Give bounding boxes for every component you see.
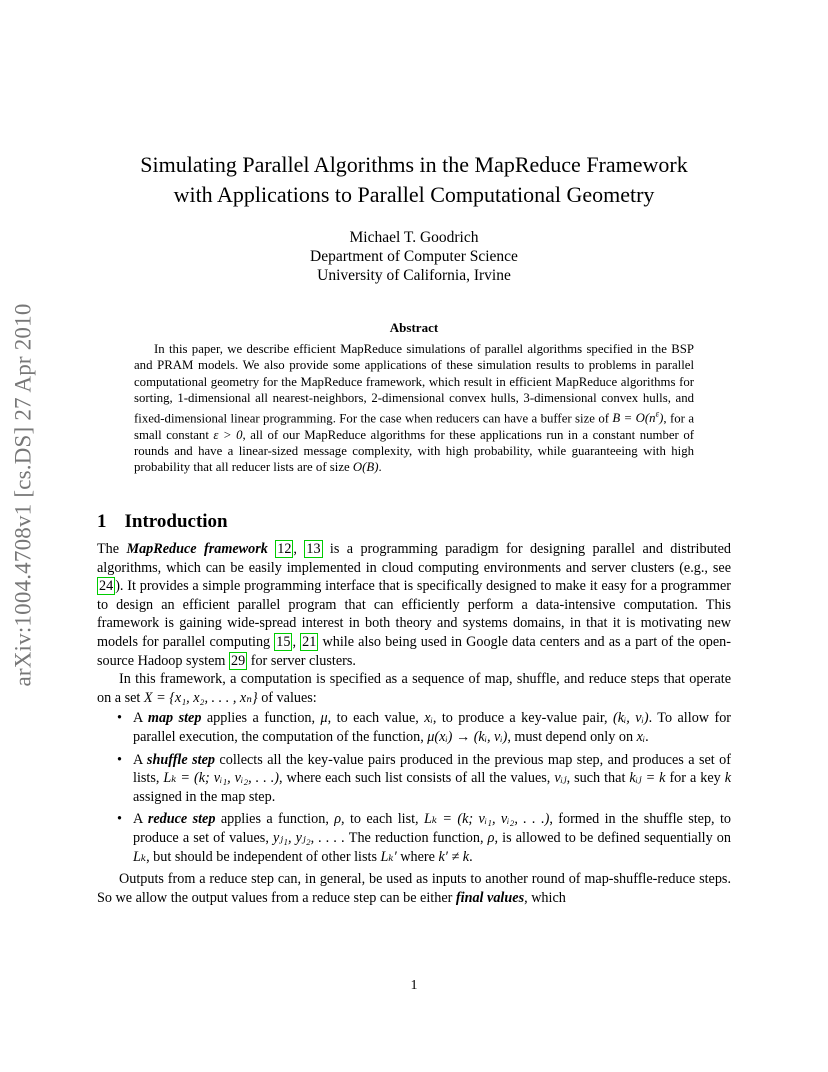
author-name: Michael T. Goodrich (349, 229, 479, 246)
author-university: University of California, Irvine (317, 267, 511, 284)
math-epsilon: ε > 0 (213, 427, 243, 442)
abstract-heading: Abstract (389, 320, 439, 335)
term-reduce-step: reduce step (147, 811, 216, 828)
citation-link[interactable]: 24 (99, 578, 114, 595)
citation-link[interactable]: 29 (231, 652, 246, 669)
citation-link[interactable]: 12 (277, 541, 292, 557)
term-mapreduce-framework: MapReduce framework (126, 541, 268, 557)
intro-paragraph-1: The MapReduce framework 12 , 13 is a programming paradigm for designing parallel and distributed algorithms, which can be easily implemented in cloud computing environments and server clusters (e.g., see 24 ). It provides a simple programming interface that is specifically designed to make it easy for a programmer to design an efficient parallel program that can efficiently perform a data-intensive computation. This framework is gaining wide-spread interest in both theory and systems domains, in that it is motivating new models for parallel computing 15 , 21 while also being used in Google data centers and as a part of the open-source Hadoop system 29 for server clusters. (97, 541, 732, 669)
list-item-reduce-step: • A reduce step applies a function, ρ, to each list, Lₖ = (k; vᵢ₁, vᵢ₂, . . .), formed in the shuffle step, to produce a set of values, yⱼ₁, yⱼ₂, . . . . The reduction function, ρ, is allowed to be defined sequentially on Lₖ, but should be independent of other lists Lₖ′ where k′ ≠ k. (133, 810, 731, 866)
arxiv-identifier: arXiv:1004.4708v1 [cs.DS] 27 Apr 2010 (11, 303, 37, 687)
title-line-2: with Applications to Parallel Computational Geometry (173, 182, 655, 207)
math-set-x: X = {x₁, x₂, . . . , xₙ} (143, 689, 258, 706)
citation-link[interactable]: 15 (276, 633, 291, 650)
citation-link[interactable]: 21 (302, 633, 317, 650)
author-block (200, 228, 628, 285)
title-line-1: Simulating Parallel Algorithms in the MapReduce Framework (140, 152, 688, 177)
math-buffer-size: $B = O(n^\varepsilon)$ (612, 409, 664, 426)
term-final-values: final values (455, 889, 525, 906)
term-shuffle-step: shuffle step (146, 751, 215, 768)
section-title: Introduction (124, 511, 228, 532)
math-ob: O(B) (352, 460, 379, 475)
abstract-body (134, 341, 694, 476)
abstract-text: , for a small constant (134, 411, 694, 442)
abstract-text: In this paper, we describe efficient MapReduce simulations of parallel algorithms specified in the BSP and PRAM models. We also provide some applications of these simulation results to problems in parallel computational geometry for the MapReduce framework, which result in efficient MapReduce algorithms for sorting, 1-dimensional all nearest-neighbors, 2-dimensional convex hulls, 3-dimensional convex hulls, and fixed-dimensional linear programming. For the case when reducers can have a buffer size of (134, 342, 694, 426)
intro-paragraph-3: Outputs from a reduce step can, in general, be used as inputs to another round of map-shuffle-reduce steps. So we allow the output values from a reduce step can be either final values, which (97, 871, 731, 906)
page-number: 1 (410, 978, 418, 993)
abstract-paragraph: In this paper, we describe efficient MapReduce simulations of parallel algorithms specified in the BSP and PRAM models. We also provide some applications of these simulation results to problems in parallel computational geometry for the MapReduce framework, which result in efficient MapReduce algorithms for sorting, 1-dimensional all nearest-neighbors, 2-dimensional convex hulls, 3-dimensional convex hulls, and fixed-dimensional linear programming. For the case when reducers can have a buffer size of $B = O(n^\varepsilon)$, for a small constant ε > 0, all of our MapReduce algorithms for these applications run in a constant number of rounds and have a linear-sized message complexity, with high probability, while guaranteeing with high probability that all reducer lists are of size O(B). (134, 342, 694, 475)
paper-title (90, 150, 738, 210)
abstract-text: , all of our MapReduce algorithms for these applications run in a constant number of rounds and have a linear-sized message complexity, with high probability, while guaranteeing with high probability that all reducer lists are of size (134, 427, 694, 475)
intro-paragraph-2: In this framework, a computation is specified as a sequence of map, shuffle, and reduce steps that operate on a set X = {x₁, x₂, . . . , xₙ} of values: (97, 671, 731, 706)
citation-link[interactable]: 13 (306, 541, 321, 557)
step-list (97, 709, 731, 866)
section-heading (97, 511, 228, 533)
arxiv-side-stamp (2, 300, 46, 690)
term-map-step: map step (147, 710, 202, 727)
list-item-shuffle-step: • A shuffle step collects all the key-value pairs produced in the previous map step, and produces a set of lists, Lₖ = (k; vᵢ₁, vᵢ₂, . . .), where each such list consists of all the values, vᵢⱼ, such that kᵢⱼ = k for a key k assigned in the map step. (133, 751, 731, 807)
intro-body (97, 540, 731, 907)
author-department: Department of Computer Science (310, 248, 518, 265)
list-item-map-step: • A map step applies a function, μ, to each value, xᵢ, to produce a key-value pair, (kᵢ, vᵢ). To allow for parallel execution, the computation of the function, μ(xᵢ) → (kᵢ, vᵢ), must depend only on xᵢ. (133, 709, 731, 746)
section-number: 1 (97, 511, 107, 532)
